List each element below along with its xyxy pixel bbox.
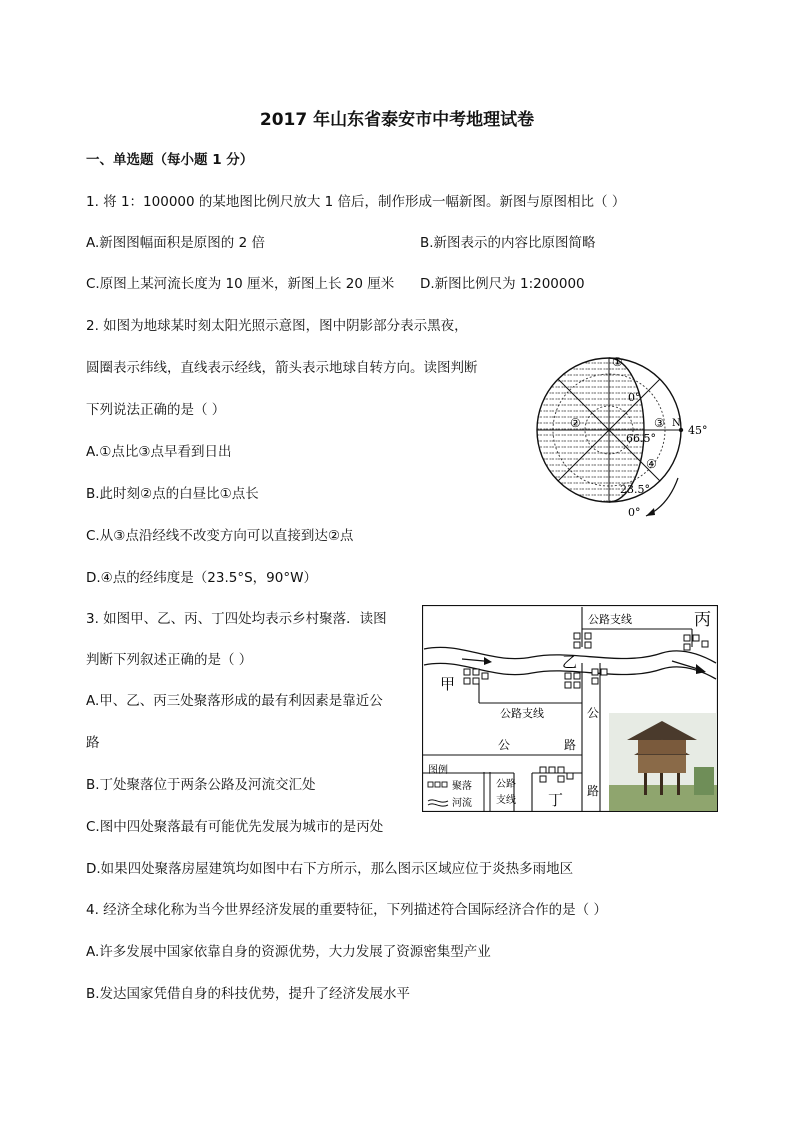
road-lu-label: 路 — [564, 738, 577, 752]
bing-label: 丙 — [694, 610, 711, 630]
legend-river-label: 河流 — [452, 798, 472, 809]
rotation-arrowhead — [646, 508, 655, 516]
road-gong-right: 公 — [587, 706, 600, 720]
legend-settlement-icon — [428, 782, 447, 787]
q2-option-a: A.①点比③点早看到日出 — [86, 444, 232, 460]
q3-stem-line1: 3. 如图甲、乙、丙、丁四处均表示乡村聚落．读图 — [86, 611, 387, 627]
legend-title: 图例 — [428, 765, 448, 776]
q1-option-d: D.新图比例尺为 1:200000 — [420, 276, 585, 292]
stilt-house-photo — [609, 713, 717, 811]
longitude-0-label: 0° — [628, 506, 641, 519]
q2-stem-line1: 2. 如图为地球某时刻太阳光照示意图，图中阴影部分表示黑夜， — [86, 318, 468, 334]
point-1-label: ① — [612, 355, 623, 369]
q3-option-c: C.图中四处聚落最有可能优先发展为城市的是丙处 — [86, 819, 384, 835]
legend-road-label-2: 支线 — [496, 795, 516, 806]
latitude-0-label: 0° — [628, 391, 641, 404]
q1-option-a: A.新图图幅面积是原图的 2 倍 — [86, 235, 265, 251]
q3-option-a-line2: 路 — [86, 735, 100, 751]
yi-label: 乙 — [562, 653, 578, 671]
q2-stem-line3: 下列说法正确的是（ ） — [86, 402, 226, 418]
q2-sunlight-diagram — [528, 348, 728, 528]
q2-option-d: D.④点的经纬度是（23.5°S，90°W） — [86, 570, 317, 586]
point-4-label: ④ — [646, 457, 657, 471]
road-branch-top-label: 公路支线 — [588, 613, 632, 626]
q1-stem: 1. 将 1：100000 的某地图比例尺放大 1 倍后，制作形成一幅新图。新图与原图相比（ ） — [86, 194, 626, 210]
q1-option-b: B.新图表示的内容比原图简略 — [420, 235, 596, 251]
q3-option-d: D.如果四处聚落房屋建筑均如图中右下方所示，那么图示区域应位于炎热多雨地区 — [86, 861, 574, 877]
point-3-label: ③ — [654, 416, 665, 430]
q4-option-a: A.许多发展中国家依靠自身的资源优势，大力发展了资源密集型产业 — [86, 944, 491, 960]
latitude-235-label: 23.5° — [620, 483, 650, 496]
q4-stem: 4. 经济全球化称为当今世界经济发展的重要特征，下列描述符合国际经济合作的是（ ） — [86, 902, 607, 918]
q4-option-b: B.发达国家凭借自身的科技优势，提升了经济发展水平 — [86, 986, 411, 1002]
q3-stem-line2: 判断下列叙述正确的是（ ） — [86, 652, 253, 668]
degree-45-label: 45° — [688, 424, 708, 437]
q2-option-b: B.此时刻②点的白昼比①点长 — [86, 486, 259, 502]
legend-settlement-label: 聚落 — [452, 781, 472, 792]
q3-settlement-map — [422, 605, 718, 812]
q2-option-c: C.从③点沿经线不改变方向可以直接到达②点 — [86, 528, 354, 544]
section-heading: 一、单选题（每小题 1 分） — [86, 152, 254, 168]
north-label: N — [672, 418, 681, 429]
road-branch-mid-label: 公路支线 — [500, 707, 544, 720]
ding-label: 丁 — [548, 791, 564, 809]
q3-option-b: B.丁处聚落位于两条公路及河流交汇处 — [86, 777, 316, 793]
legend-road-label-1: 公路 — [496, 779, 516, 790]
q2-stem-line2: 圆圈表示纬线，直线表示经线，箭头表示地球自转方向。读图判断 — [86, 360, 478, 376]
road-gong-label: 公 — [498, 738, 511, 752]
latitude-665-label: 66.5° — [626, 432, 656, 445]
road-lu-right: 路 — [587, 784, 600, 798]
point-2-label: ② — [570, 416, 581, 430]
jia-label: 甲 — [440, 675, 456, 693]
q3-option-a-line1: A.甲、乙、丙三处聚落形成的最有利因素是靠近公 — [86, 693, 383, 709]
q1-option-c: C.原图上某河流长度为 10 厘米，新图上长 20 厘米 — [86, 276, 395, 292]
page-title: 2017 年山东省泰安市中考地理试卷 — [259, 110, 535, 130]
rotation-arrow — [646, 478, 678, 516]
